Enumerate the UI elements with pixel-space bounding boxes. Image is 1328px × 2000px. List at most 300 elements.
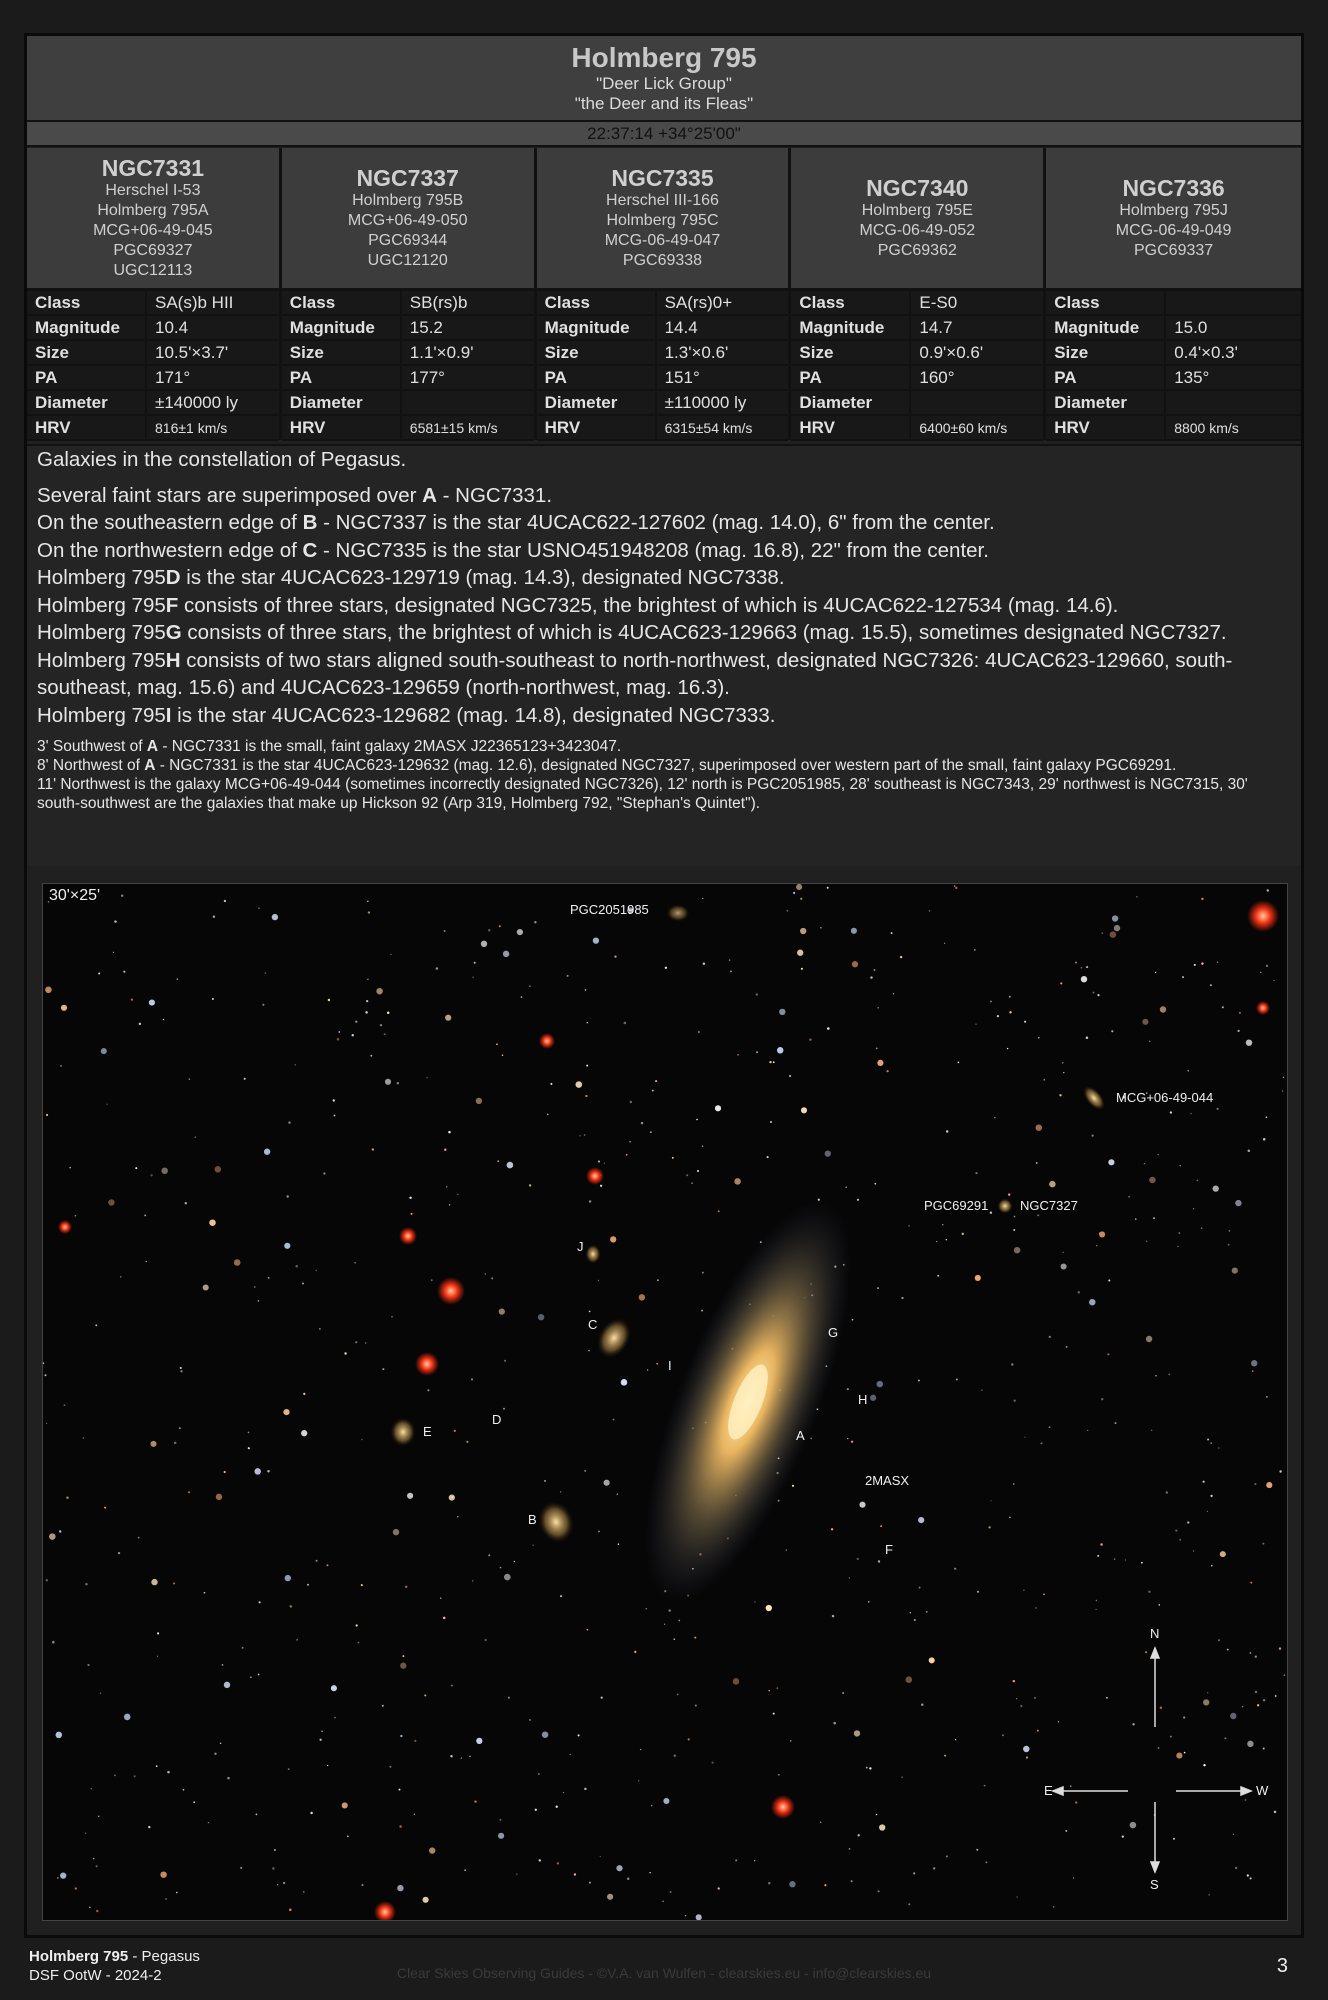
star [589, 1882, 591, 1884]
star [256, 1814, 258, 1816]
star [1266, 1482, 1272, 1488]
star [1061, 1263, 1067, 1269]
star [258, 1300, 260, 1302]
star [254, 1468, 261, 1475]
star [598, 1280, 599, 1281]
star [877, 1060, 883, 1066]
star [624, 1022, 627, 1025]
table-row [27, 340, 279, 365]
red-star [437, 1277, 465, 1305]
star [796, 884, 802, 890]
star [1190, 1113, 1192, 1115]
star [1128, 1196, 1130, 1198]
star [150, 1441, 156, 1447]
star [851, 928, 857, 934]
star [1016, 1698, 1017, 1699]
star [618, 1543, 619, 1544]
star [400, 1735, 402, 1737]
star [1111, 1030, 1113, 1032]
star [801, 968, 803, 970]
star [975, 1172, 977, 1174]
label-hrv: HRV [27, 415, 146, 440]
star [702, 898, 703, 899]
star [461, 1757, 463, 1759]
table-row [537, 315, 789, 340]
star [735, 1859, 737, 1861]
star [603, 1480, 609, 1486]
star [327, 1765, 328, 1766]
star [647, 1369, 648, 1370]
star [85, 1833, 86, 1834]
star [367, 900, 369, 902]
star [990, 1500, 991, 1501]
star [587, 1629, 589, 1631]
star [361, 1439, 362, 1440]
footer-series: DSF OotW - 2024-2 [29, 1967, 162, 1984]
star [607, 1894, 613, 1900]
star [1036, 1124, 1042, 1130]
star [1096, 1245, 1097, 1246]
label-diameter: Diameter [537, 390, 656, 415]
star [1024, 1437, 1025, 1438]
star [1194, 964, 1196, 966]
star [500, 1567, 502, 1569]
table-row [1046, 390, 1301, 415]
star [52, 1641, 55, 1644]
star [845, 1186, 847, 1188]
star [847, 1438, 848, 1439]
star [272, 914, 278, 920]
star [1177, 1246, 1178, 1247]
star [1233, 1834, 1234, 1835]
star [165, 1898, 166, 1899]
label-diameter: Diameter [791, 390, 910, 415]
star [1086, 966, 1088, 968]
star [1250, 1582, 1252, 1584]
star [85, 1583, 87, 1585]
star [244, 1078, 246, 1080]
star [820, 1821, 822, 1823]
star [66, 1496, 68, 1498]
table-row [27, 365, 279, 390]
star [189, 1078, 190, 1079]
star [277, 1884, 278, 1885]
star [1038, 1037, 1040, 1039]
star [1182, 976, 1184, 978]
star [1024, 1021, 1026, 1023]
star [472, 1580, 474, 1582]
star [1211, 1565, 1213, 1567]
star [1207, 1438, 1209, 1440]
star [391, 1316, 393, 1318]
star [1267, 889, 1269, 891]
star [984, 1785, 986, 1787]
galaxy-alias: Holmberg 795C [606, 212, 719, 229]
star [457, 1516, 458, 1517]
star [372, 1148, 374, 1150]
star [1274, 1811, 1277, 1814]
galaxy-column [282, 148, 537, 440]
star [779, 1009, 785, 1015]
star [1081, 976, 1087, 982]
table-row [282, 315, 534, 340]
star [579, 1135, 580, 1136]
nearby-objects [27, 737, 1301, 813]
star [542, 1731, 548, 1737]
star [1058, 1721, 1059, 1722]
galaxy-alias: Holmberg 795A [97, 202, 209, 219]
star [265, 972, 267, 974]
star [601, 1696, 603, 1698]
star [1173, 1838, 1175, 1840]
star [390, 954, 391, 955]
star [529, 985, 530, 986]
label-magnitude: Magnitude [791, 315, 910, 340]
label-size: Size [27, 340, 146, 365]
star [204, 1592, 206, 1594]
label-class: Class [282, 291, 401, 315]
label-a: A [796, 1428, 805, 1443]
star [1187, 1521, 1189, 1523]
star [1112, 915, 1118, 921]
star [327, 1564, 329, 1566]
label-magnitude: Magnitude [282, 315, 401, 340]
galaxy-data-table [791, 291, 1043, 441]
star [756, 993, 758, 995]
galaxy-alias: MCG-06-49-047 [604, 232, 721, 249]
star [933, 1867, 935, 1869]
table-row [791, 340, 1043, 365]
star [180, 1370, 182, 1372]
star [1279, 1470, 1281, 1472]
star [96, 1910, 98, 1912]
star [163, 1019, 164, 1020]
value-diameter: ±140000 ly [146, 390, 279, 415]
nearby-line: 3' Southwest of A - NGC7331 is the small, faint galaxy 2MASX J22365123+3423047. [37, 738, 622, 755]
label-ngc7327: NGC7327 [1020, 1198, 1078, 1213]
star [801, 1107, 807, 1113]
star [355, 1021, 357, 1023]
star [655, 1080, 657, 1082]
subtitle-1: "Deer Lick Group" [596, 74, 732, 93]
star [918, 1380, 920, 1382]
star [988, 1526, 990, 1528]
star [180, 1367, 182, 1369]
star [361, 1584, 363, 1586]
star [975, 1024, 976, 1025]
star [878, 1890, 880, 1892]
star [1053, 1906, 1055, 1908]
star [1101, 1398, 1103, 1400]
star [1014, 1399, 1016, 1401]
star [57, 1877, 58, 1878]
star [188, 1491, 190, 1493]
star [131, 999, 133, 1001]
star [91, 1788, 92, 1789]
label-pa: PA [282, 365, 401, 390]
star [1107, 1353, 1109, 1355]
label-c: C [588, 1317, 598, 1332]
galaxy-pgc2051985 [666, 904, 690, 922]
star [254, 1286, 255, 1287]
star [83, 1437, 84, 1438]
star [264, 1149, 270, 1155]
star [161, 1168, 167, 1174]
star [532, 1545, 533, 1546]
star [1252, 1370, 1253, 1371]
star [444, 930, 446, 932]
star [284, 1243, 290, 1249]
star [715, 1105, 721, 1111]
star [974, 949, 976, 951]
star [361, 1884, 363, 1886]
star [1263, 1748, 1265, 1750]
label-f: F [885, 1542, 893, 1557]
star [529, 1719, 530, 1720]
star [476, 1738, 482, 1744]
star [407, 1493, 413, 1499]
star [768, 1690, 769, 1691]
star [584, 1788, 587, 1791]
star [651, 1805, 653, 1807]
star [698, 1031, 700, 1033]
star [457, 1194, 458, 1195]
star [46, 1423, 47, 1424]
star [604, 1163, 605, 1164]
star [547, 1114, 549, 1116]
table-row [791, 291, 1043, 315]
star [1122, 1835, 1124, 1837]
star [481, 941, 487, 947]
star [146, 1261, 147, 1262]
star [334, 1115, 336, 1117]
star [629, 1141, 631, 1143]
star [1070, 1785, 1072, 1787]
star [502, 1054, 503, 1055]
star [1009, 1011, 1011, 1013]
star [148, 1826, 150, 1828]
star [1237, 1030, 1239, 1032]
star [768, 1882, 770, 1884]
galaxy-header [282, 148, 534, 291]
star [195, 1136, 197, 1138]
star [1210, 984, 1212, 986]
star [1014, 1247, 1020, 1253]
star [901, 1776, 903, 1778]
star [426, 1077, 427, 1078]
star [810, 1438, 812, 1440]
star [344, 1352, 346, 1354]
star [866, 1767, 868, 1769]
star [529, 1184, 531, 1186]
star [870, 976, 872, 978]
label-class: Class [791, 291, 910, 315]
star [414, 1814, 416, 1816]
star [1284, 1674, 1286, 1676]
star [402, 1655, 404, 1657]
star [268, 1277, 270, 1279]
star [936, 1241, 937, 1242]
star [638, 1780, 639, 1781]
star [877, 1381, 884, 1388]
star [1247, 1741, 1253, 1747]
table-row [791, 390, 1043, 415]
star [563, 1792, 564, 1793]
star [215, 1166, 221, 1172]
star [929, 1657, 935, 1663]
star [98, 973, 100, 975]
galaxy-alias: Holmberg 795J [1119, 202, 1228, 219]
star [616, 1865, 622, 1871]
star [1246, 1039, 1252, 1045]
star [921, 1704, 923, 1706]
table-row [1046, 291, 1301, 315]
star [570, 1754, 571, 1755]
star [1155, 1375, 1157, 1377]
label-size: Size [791, 340, 910, 365]
star [1035, 1607, 1037, 1609]
star [910, 1612, 912, 1614]
star [449, 1495, 455, 1501]
red-star [1247, 900, 1279, 932]
star [89, 1907, 90, 1908]
table-row [1046, 365, 1301, 390]
star [358, 1642, 360, 1644]
star [640, 1749, 642, 1751]
star [818, 1199, 820, 1201]
galaxy-data-table [537, 291, 789, 441]
star [248, 1432, 250, 1434]
red-star [58, 1220, 72, 1234]
star [589, 1311, 591, 1313]
star [474, 962, 476, 964]
star [436, 967, 439, 970]
star [876, 1814, 878, 1816]
star [287, 1195, 289, 1197]
star [1245, 1799, 1247, 1801]
star [1242, 1706, 1243, 1707]
star [712, 1762, 714, 1764]
star [827, 887, 829, 889]
star [288, 1768, 290, 1770]
star [414, 1740, 416, 1742]
star [1097, 994, 1099, 996]
star [248, 1447, 250, 1449]
star [908, 1225, 909, 1226]
star [1230, 1713, 1236, 1719]
star [399, 1825, 402, 1828]
star [737, 1054, 739, 1056]
star [114, 920, 116, 922]
star [944, 1755, 946, 1757]
star [283, 1882, 285, 1884]
star [1262, 1543, 1264, 1545]
star [1166, 1491, 1168, 1493]
star [423, 1897, 429, 1903]
label-diameter: Diameter [282, 390, 401, 415]
star [1013, 1680, 1015, 1682]
star [262, 1004, 264, 1006]
star [914, 1619, 916, 1621]
star [557, 1862, 559, 1864]
star [1228, 1244, 1230, 1246]
star [1153, 1217, 1155, 1219]
star [1026, 1756, 1028, 1758]
star [1037, 1730, 1039, 1732]
star [1043, 1593, 1045, 1595]
star [234, 1259, 241, 1266]
star [1036, 1162, 1038, 1164]
star [849, 1848, 851, 1850]
star [1009, 996, 1011, 998]
star [328, 999, 330, 1001]
table-row [537, 365, 789, 390]
star [471, 1378, 473, 1380]
star [677, 1694, 679, 1696]
star [1255, 1656, 1257, 1658]
star [641, 1122, 643, 1124]
star [685, 1915, 686, 1916]
star [617, 1493, 618, 1494]
star [508, 1697, 510, 1699]
value-class: SB(rs)b [401, 291, 534, 315]
star [958, 1062, 960, 1064]
star [946, 1855, 948, 1857]
nearby-line: 11' Northwest is the galaxy MCG+06-49-044 (sometimes incorrectly designated NGC7326), 12' north is PGC2051985, 28' southeast is NGC7343, 29' northwest is NGC7315, 30' south-southwest are the galaxies that make up Hickson 92 (Arp 319, Holmberg 792, "Stephan's Quintet"). [37, 776, 1248, 812]
star [176, 1892, 178, 1894]
galaxy-alias: MCG+06-49-050 [347, 212, 468, 229]
description-list [27, 482, 1301, 730]
star [1114, 1558, 1116, 1560]
star [789, 1881, 795, 1887]
star [589, 1200, 591, 1202]
star [240, 1867, 242, 1869]
compass-n: N [1150, 1626, 1160, 1641]
galaxy-column [27, 148, 282, 440]
star [1224, 1737, 1226, 1739]
star [46, 1579, 48, 1581]
star [694, 1637, 696, 1639]
star [1100, 1543, 1103, 1546]
star [397, 1082, 399, 1084]
star [290, 1605, 293, 1608]
galaxy-ngc7340 [390, 1417, 416, 1447]
star [303, 1393, 305, 1395]
description-line: Holmberg 795H consists of two stars aligned south-southeast to north-northwest, designated NGC7326: 4UCAC623-129660, south-southeast, mag. 15.6) and 4UCAC623-129659 (north-northwest, mag. 16.3). [37, 648, 1233, 699]
star [272, 1867, 274, 1869]
page-number: 3 [1276, 1955, 1288, 1977]
star [427, 1389, 429, 1391]
star [75, 1215, 77, 1217]
star [258, 907, 259, 908]
star [585, 989, 587, 991]
star [224, 1682, 230, 1688]
star [49, 1533, 56, 1540]
red-star [771, 1795, 795, 1819]
label-b: B [528, 1512, 537, 1527]
star [852, 1319, 854, 1321]
table-row [791, 365, 1043, 390]
star [975, 1275, 981, 1281]
star [212, 998, 214, 1000]
star [323, 1172, 325, 1174]
star [250, 1676, 252, 1678]
star [514, 1561, 516, 1563]
star [1207, 1511, 1208, 1512]
star [767, 1156, 769, 1158]
star [347, 1836, 349, 1838]
title-box [27, 36, 1301, 122]
